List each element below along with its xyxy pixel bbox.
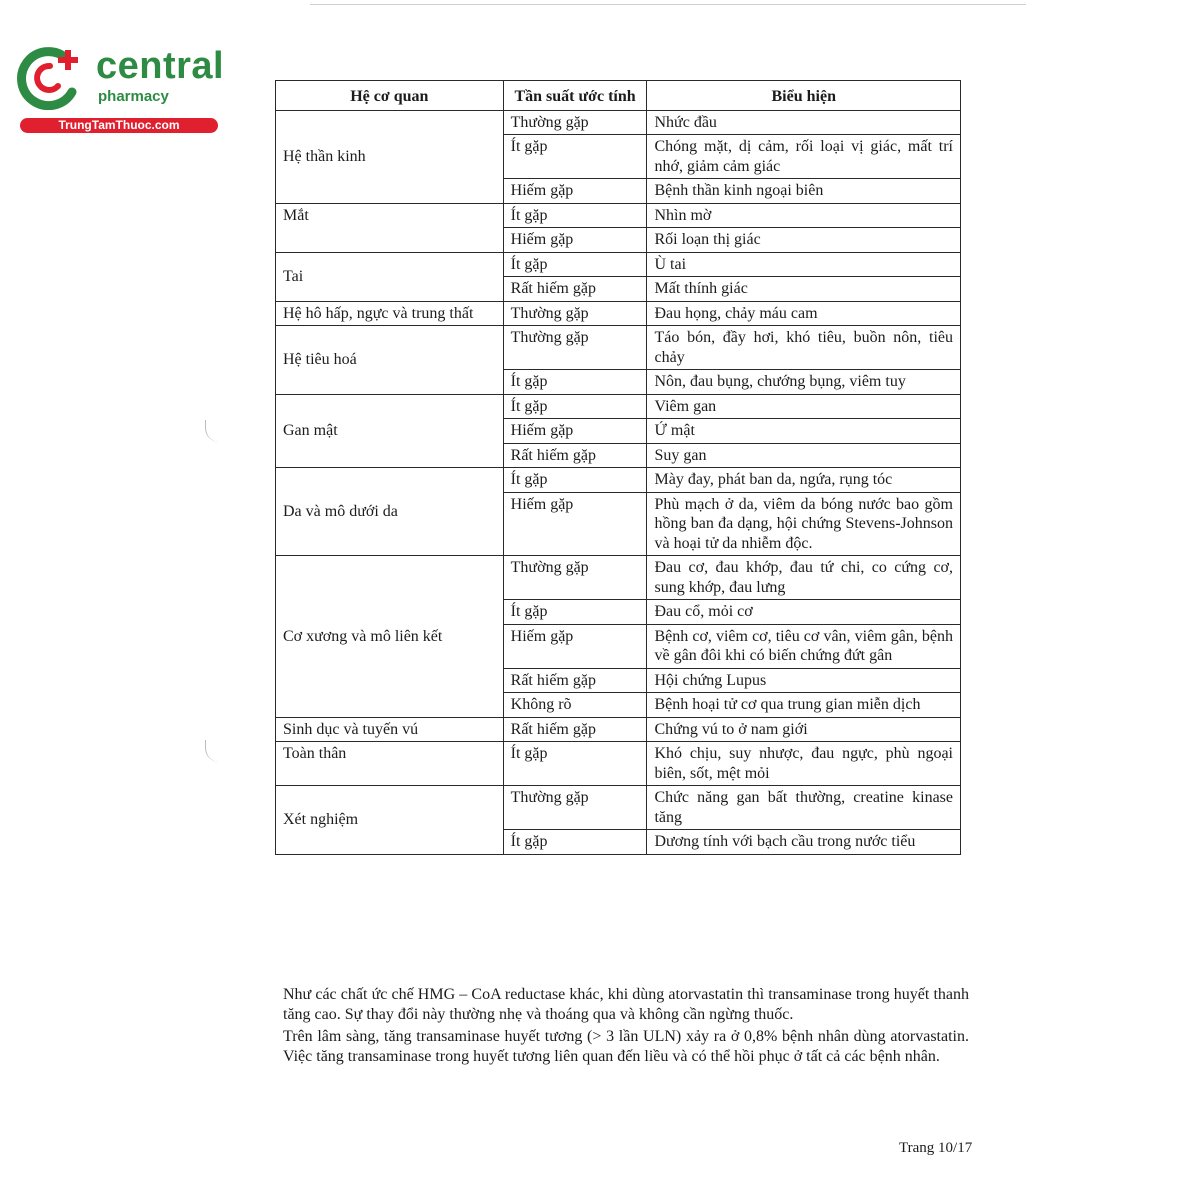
header-frequency: Tần suất ước tính	[503, 81, 647, 111]
frequency-cell: Ít gặp	[503, 742, 647, 786]
table-row	[276, 717, 961, 742]
frequency-cell: Ít gặp	[503, 370, 647, 395]
manifestation-cell: Ứ mật	[647, 419, 961, 444]
manifestation-cell: Hội chứng Lupus	[647, 668, 961, 693]
manifestation-cell: Dương tính với bạch cầu trong nước tiểu	[647, 830, 961, 855]
note-paragraph: Trên lâm sàng, tăng transaminase huyết tương (> 3 lần ULN) xảy ra ở 0,8% bệnh nhân dùng atorvastatin. Việc tăng transaminase trong huyết tương liên quan đến liều và có thể hồi phục ở tất cả các bệnh nhân.	[283, 1028, 969, 1065]
frequency-cell: Thường gặp	[503, 110, 647, 135]
table-body	[276, 110, 961, 854]
punch-hole-mark	[205, 420, 222, 442]
header-organ: Hệ cơ quan	[276, 81, 504, 111]
table-row	[276, 556, 961, 600]
logo-brand-text: central	[96, 45, 225, 87]
page-top-edge	[310, 4, 1026, 5]
manifestation-cell: Suy gan	[647, 443, 961, 468]
page-number: Trang 10/17	[899, 1140, 973, 1156]
frequency-cell: Rất hiếm gặp	[503, 443, 647, 468]
frequency-cell: Hiếm gặp	[503, 492, 647, 556]
organ-cell: Hệ hô hấp, ngực và trung thất	[276, 301, 504, 326]
table-row	[276, 468, 961, 493]
frequency-cell: Ít gặp	[503, 203, 647, 228]
manifestation-cell: Bệnh hoại tử cơ qua trung gian miễn dịch	[647, 693, 961, 718]
frequency-cell: Thường gặp	[503, 326, 647, 370]
table-row	[276, 203, 961, 228]
frequency-cell: Thường gặp	[503, 556, 647, 600]
table-row	[276, 786, 961, 830]
frequency-cell: Ít gặp	[503, 830, 647, 855]
frequency-cell: Thường gặp	[503, 786, 647, 830]
manifestation-cell: Nôn, đau bụng, chướng bụng, viêm tuy	[647, 370, 961, 395]
frequency-cell: Ít gặp	[503, 252, 647, 277]
frequency-cell: Ít gặp	[503, 468, 647, 493]
frequency-cell: Không rõ	[503, 693, 647, 718]
note-paragraph: Như các chất ức chế HMG – CoA reductase khác, khi dùng atorvastatin thì transaminase trong huyết thanh tăng cao. Sự thay đổi này thường nhẹ và thoáng qua và không cần ngừng thuốc.	[283, 986, 969, 1023]
manifestation-cell: Nhức đầu	[647, 110, 961, 135]
manifestation-cell: Bệnh thần kinh ngoại biên	[647, 179, 961, 204]
table-row	[276, 394, 961, 419]
frequency-cell: Hiếm gặp	[503, 228, 647, 253]
manifestation-cell: Phù mạch ở da, viêm da bóng nước bao gồm hồng ban đa dạng, hội chứng Stevens-Johnson và hoại tử da nhiễm độc.	[647, 492, 961, 556]
header-manifestation: Biểu hiện	[647, 81, 961, 111]
table-row	[276, 326, 961, 370]
manifestation-cell: Đau cơ, đau khớp, đau tứ chi, co cứng cơ, sung khớp, đau lưng	[647, 556, 961, 600]
table-row	[276, 742, 961, 786]
logo-url-text: TrungTamThuoc.com	[20, 118, 218, 133]
pharmacy-cross-icon	[10, 40, 90, 110]
frequency-cell: Ít gặp	[503, 394, 647, 419]
table-row	[276, 301, 961, 326]
frequency-cell: Thường gặp	[503, 301, 647, 326]
organ-cell: Tai	[276, 252, 504, 301]
organ-cell: Hệ thần kinh	[276, 110, 504, 203]
organ-cell: Mắt	[276, 203, 504, 252]
frequency-cell: Hiếm gặp	[503, 624, 647, 668]
table-header-row	[276, 81, 961, 111]
punch-hole-mark	[205, 740, 222, 762]
table-row	[276, 252, 961, 277]
organ-cell: Hệ tiêu hoá	[276, 326, 504, 395]
organ-cell: Xét nghiệm	[276, 786, 504, 855]
manifestation-cell: Chóng mặt, dị cảm, rối loại vị giác, mất trí nhớ, giảm cảm giác	[647, 135, 961, 179]
manifestation-cell: Viêm gan	[647, 394, 961, 419]
frequency-cell: Hiếm gặp	[503, 419, 647, 444]
manifestation-cell: Đau cổ, mỏi cơ	[647, 600, 961, 625]
organ-cell: Cơ xương và mô liên kết	[276, 556, 504, 718]
central-pharmacy-logo	[10, 40, 225, 140]
frequency-cell: Rất hiếm gặp	[503, 717, 647, 742]
table-row	[276, 110, 961, 135]
manifestation-cell: Đau họng, chảy máu cam	[647, 301, 961, 326]
organ-cell: Da và mô dưới da	[276, 468, 504, 556]
manifestation-cell: Ù tai	[647, 252, 961, 277]
organ-cell: Gan mật	[276, 394, 504, 468]
manifestation-cell: Chức năng gan bất thường, creatine kinase tăng	[647, 786, 961, 830]
frequency-cell: Ít gặp	[503, 135, 647, 179]
notes-section	[283, 985, 969, 1069]
organ-cell: Toàn thân	[276, 742, 504, 786]
manifestation-cell: Táo bón, đầy hơi, khó tiêu, buồn nôn, tiêu chảy	[647, 326, 961, 370]
manifestation-cell: Rối loạn thị giác	[647, 228, 961, 253]
adverse-effects-table	[275, 80, 961, 855]
manifestation-cell: Nhìn mờ	[647, 203, 961, 228]
organ-cell: Sinh dục và tuyến vú	[276, 717, 504, 742]
frequency-cell: Rất hiếm gặp	[503, 668, 647, 693]
manifestation-cell: Mất thính giác	[647, 277, 961, 302]
frequency-cell: Hiếm gặp	[503, 179, 647, 204]
manifestation-cell: Mày đay, phát ban da, ngứa, rụng tóc	[647, 468, 961, 493]
manifestation-cell: Chứng vú to ở nam giới	[647, 717, 961, 742]
manifestation-cell: Khó chịu, suy nhược, đau ngực, phù ngoại biên, sốt, mệt mỏi	[647, 742, 961, 786]
frequency-cell: Ít gặp	[503, 600, 647, 625]
manifestation-cell: Bệnh cơ, viêm cơ, tiêu cơ vân, viêm gân, bệnh về gân đôi khi có biến chứng đứt gân	[647, 624, 961, 668]
frequency-cell: Rất hiếm gặp	[503, 277, 647, 302]
logo-sub-text: pharmacy	[98, 88, 169, 105]
